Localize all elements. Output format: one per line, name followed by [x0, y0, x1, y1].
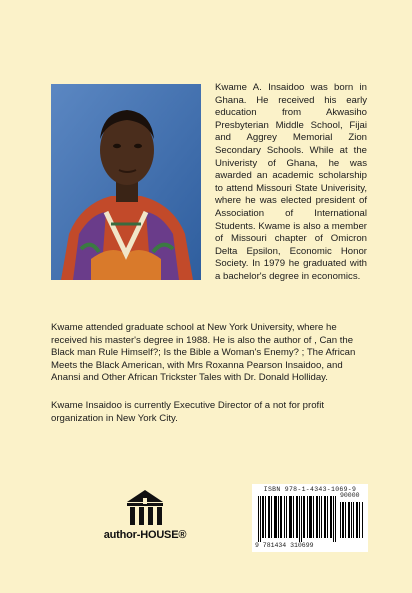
author-bio-current: Kwame Insaidoo is currently Executive Director of a not for profit organization in New York City.: [51, 400, 325, 424]
price-code: 90000: [340, 492, 360, 499]
publisher-name: author-HOUSE®: [103, 529, 187, 541]
publisher-logo: [97, 488, 193, 548]
isbn-label: ISBN 978-1-4343-1069-9: [263, 486, 357, 493]
ean-number: 9 781434 310699: [255, 542, 314, 549]
authorhouse-logo-icon: [97, 488, 193, 528]
isbn-barcode: [252, 484, 368, 552]
author-bio-graduate: Kwame attended graduate school at New York University, where he received his master's degree in 1988. He is also the author of , Can the Black man Rule Himself?; Is the Bible a Woman's Enemy? ; The African Meets the Black American, with Mrs Roxanna Pearson Insaidoo, and Anansi and Other African Trickster Tales with Dr. Donald Holliday.: [51, 322, 356, 384]
author-bio-intro: Kwame A. Insaidoo was born in Ghana. He received his early education from Akwasiho Presbyterian Middle School, Fijai and Aggrey Memorial Zion Secondary Schools. While at the Univeristy of Ghana, he was awarded an academic scholarship to attend Missouri State Univerisity, where he was elected president of Association of International Students. Kwame is also a member of Missouri chapter of Omicron Delta Epsilon, Economic Honor Society. In 1979 he graduated with a bachelor's degree in economics.: [215, 82, 367, 282]
author-photo: [51, 84, 201, 280]
